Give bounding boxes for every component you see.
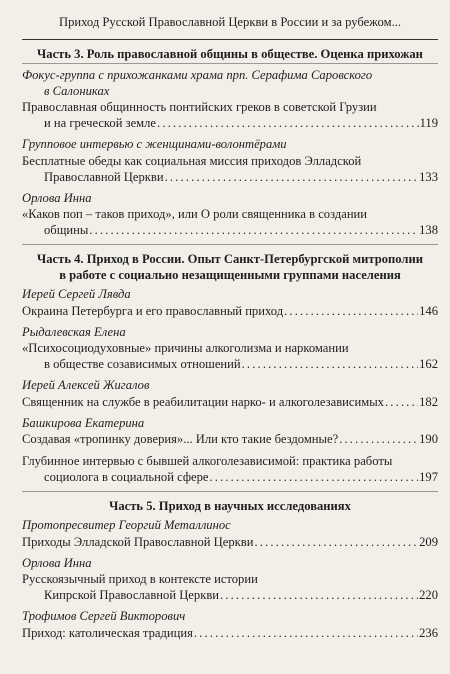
entry-author: Орлова Инна: [22, 190, 92, 205]
toc-entry: [22, 518, 438, 550]
section-divider: [22, 244, 438, 245]
entry-title: Создавая «тропинку доверия»... Или кто такие бездомные?: [22, 432, 339, 446]
toc-entry: [22, 453, 438, 485]
page-number: 133: [419, 169, 438, 184]
entry-title-line: [22, 303, 438, 319]
entry-title: Приходы Элладской Православной Церкви: [22, 534, 254, 549]
page-number: 146: [419, 303, 438, 318]
entry-author: Протопресвитер Георгий Металлинос: [22, 518, 231, 532]
entry-title: Русскоязычный приход в контексте истории: [22, 572, 258, 586]
entry-title-line: [22, 222, 438, 238]
part-title: [22, 251, 438, 283]
entry-title-line: [22, 625, 438, 641]
part-title-line: в работе с социально незащищенными группами населения: [59, 268, 401, 282]
page-number: 220: [419, 588, 438, 602]
toc-entry: [22, 378, 438, 410]
entry-author: Трофимов Сергей Викторович: [22, 609, 186, 623]
leader-dots: [339, 431, 418, 447]
leader-dots: [284, 303, 418, 319]
entry-title: Бесплатные обеды как социальная миссия приходов Элладской: [22, 153, 362, 168]
entry-title: Православная общинность понтийских греков в советской Грузии: [22, 100, 377, 114]
page-number: 162: [419, 357, 438, 371]
entry-author: Иерей Алексей Жигалов: [22, 378, 150, 392]
entry-title-line: [22, 169, 438, 185]
entry-title: Священник на службе в реабилитации нарко- и алкоголезависимых: [22, 394, 384, 409]
leader-dots: [194, 625, 418, 641]
table-of-contents: [22, 46, 438, 641]
page-number: 138: [419, 223, 438, 237]
part-title: [22, 46, 438, 64]
entry-title-line: [22, 571, 438, 587]
leader-dots: [209, 469, 418, 485]
entry-title: и на греческой земле: [44, 116, 157, 130]
entry-title-line: [22, 340, 438, 356]
part-title-line: Часть 4. Приход в России. Опыт Санкт-Петербургской митрополии: [37, 252, 423, 266]
leader-dots: [89, 222, 418, 238]
page-number: 119: [419, 116, 438, 130]
toc-entry: [22, 191, 438, 239]
entry-title-line: [22, 115, 438, 131]
section-divider: [22, 491, 438, 492]
toc-entry: [22, 416, 438, 448]
entry-author: Групповое интервью с женщинами-волонтёрами: [22, 137, 287, 151]
toc-entry: [22, 287, 438, 319]
entry-title: Кипрской Православной Церкви: [44, 588, 220, 602]
entry-author: Иерей Сергей Лявда: [22, 287, 131, 301]
toc-entry: [22, 325, 438, 373]
entry-author: в Салониках: [44, 83, 110, 98]
entry-title-line: [22, 534, 438, 550]
entry-title: Православной Церкви: [44, 169, 164, 184]
toc-entry: [22, 556, 438, 604]
leader-dots: [165, 169, 419, 185]
entry-title: в обществе созависимых отношений: [44, 357, 241, 371]
entry-author: Рыдалевская Елена: [22, 324, 126, 339]
part-title-line: Часть 3. Роль православной общины в обществе. Оценка прихожан: [37, 47, 423, 61]
entry-title-line: [22, 469, 438, 485]
part-title-line: Часть 5. Приход в научных исследованиях: [109, 499, 351, 513]
page-number: 236: [419, 625, 438, 640]
entry-title-line: [22, 431, 438, 447]
entry-title-line: [22, 356, 438, 372]
entry-title: Глубинное интервью с бывшей алкоголезависимой: практика работы: [22, 454, 393, 468]
entry-title-line: [22, 206, 438, 222]
entry-title-line: [22, 453, 438, 469]
leader-dots: [254, 534, 418, 550]
toc-entry: [22, 137, 438, 185]
entry-title-line: [22, 99, 438, 115]
leader-dots: [385, 394, 418, 410]
entry-title: Приход: католическая традиция: [22, 625, 193, 640]
entry-title: Окраина Петербурга и его православный приход: [22, 303, 284, 318]
toc-entry: [22, 609, 438, 641]
page-number: 190: [419, 432, 438, 446]
entry-title-line: [22, 153, 438, 169]
running-head: Приход Русской Православной Церкви в России и за рубежом...: [22, 0, 438, 40]
entry-author: Башкирова Екатерина: [22, 415, 145, 430]
leader-dots: [220, 587, 418, 603]
part-title: [22, 498, 438, 514]
entry-title-line: [22, 394, 438, 410]
entry-title: «Каков поп – таков приход», или О роли священника в создании: [22, 207, 368, 221]
entry-title: «Психосоциодуховные» причины алкоголизма и наркомании: [22, 341, 349, 355]
entry-title: общины: [44, 223, 89, 237]
leader-dots: [157, 115, 419, 131]
entry-author: Орлова Инна: [22, 555, 92, 570]
toc-entry: [22, 68, 438, 131]
entry-title: социолога в социальной сфере: [44, 470, 209, 484]
page-number: 182: [419, 394, 438, 409]
entry-title-line: [22, 587, 438, 603]
entry-author: Фокус-группа с прихожанками храма прп. Серафима Саровского: [22, 68, 373, 82]
page-number: 197: [419, 470, 438, 484]
leader-dots: [242, 356, 418, 372]
page-number: 209: [419, 534, 438, 549]
